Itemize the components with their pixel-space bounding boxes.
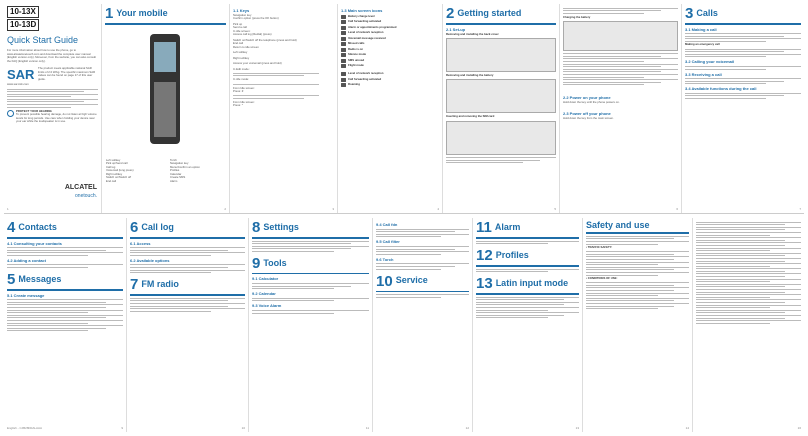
hearing-icon: [7, 110, 14, 117]
legend-right-0: Torch: [170, 158, 177, 162]
missed-call-icon: [341, 42, 346, 46]
battery-figure: [446, 79, 556, 113]
page-number: 13: [575, 426, 579, 431]
silence-icon: [341, 53, 346, 57]
subsection-title: 6.2 Available options: [130, 257, 170, 263]
subsection-title: 9.3 Voice Alarm: [252, 303, 282, 309]
key-item-2: Pick up: [233, 21, 243, 26]
icon-label: SMS unread: [348, 57, 365, 62]
subsection-title: 5.1 Create message: [7, 292, 45, 298]
getting-started-panel: [442, 4, 559, 213]
legend-left-4: Right softkey: [106, 171, 123, 176]
legend-right-3: Profiles: [170, 168, 180, 173]
figure-caption: Inserting and removing the SIM card: [446, 114, 495, 119]
page-number: 7: [799, 207, 801, 212]
roaming-icon: [341, 83, 346, 87]
call-log-panel: [126, 218, 248, 432]
power-on-text: Hold down the key until the phone powers on.: [563, 100, 620, 105]
key-item-9: Left softkey: [233, 50, 248, 55]
legend-left-2: Call log: [106, 164, 116, 169]
section-title: Contacts: [18, 221, 57, 232]
subsection-title: 2.3 Power off your phone: [563, 110, 611, 116]
key-item-15: Press: #: [233, 89, 244, 94]
charging-figure: [563, 21, 678, 51]
legend-left-5: Switch on/Switch off: [106, 175, 131, 180]
flight-mode-icon: [341, 64, 346, 68]
main-screen-icons-panel: [337, 4, 442, 213]
icon-label: Alarm or appointments programmed: [348, 24, 397, 29]
icon-label: Call forwarding activated: [348, 76, 382, 81]
key-item-14: From Idle screen:: [233, 85, 255, 90]
sar-description: The product meets applicable national SAR limits of 2.0 W/kg. The specific maximum SAR values can be found on page 17 of this user guide.: [38, 66, 96, 81]
section-number: 3: [685, 5, 694, 22]
subsection-title: 1.3 Main screen icons: [341, 8, 383, 13]
icon-label: Level of network reception: [348, 71, 384, 76]
subsection-title: 9.2 Calendar: [252, 291, 276, 297]
subsection-title: 4.2 Adding a contact: [7, 257, 46, 263]
subsection-title: 2.1 Set-up: [446, 26, 466, 32]
section-number: 11: [476, 219, 492, 236]
icon-label: Missed calls: [348, 41, 365, 46]
key-item-3: Send a call: [233, 25, 247, 30]
top-row: [4, 4, 804, 214]
figure-caption: Removing and installing the battery: [446, 72, 494, 77]
legend-left-3: Voicemail (long press): [106, 168, 134, 173]
section-number: 2: [446, 5, 455, 22]
alarm-icon: [341, 26, 346, 30]
subsection-title: 9.5 Call filter: [376, 239, 400, 245]
back-cover-figure: [446, 38, 556, 72]
subsection-title: 3.1 Making a call: [685, 26, 717, 32]
legend-right-4: Calendar: [170, 171, 182, 176]
section-title: Alarm: [494, 221, 521, 232]
call-forward-icon: [341, 20, 346, 24]
hearing-title: PROTECT YOUR HEARING: [16, 108, 52, 113]
traffic-safety-heading: • TRAFFIC SAFETY:: [586, 245, 613, 250]
alarm-panel: [472, 218, 582, 432]
page-number: 4: [437, 207, 439, 212]
key-item-0: Navigation key: [233, 13, 252, 17]
call-fdn-panel: [372, 218, 472, 432]
key-item-12: In Edit mode:: [233, 66, 250, 71]
safety-panel: [582, 218, 692, 432]
battery-icon: [341, 15, 346, 19]
section-number: 6: [130, 219, 139, 236]
model-label-2: 10-13D: [7, 19, 39, 31]
section-number: 8: [252, 219, 261, 236]
keys-panel: [229, 4, 337, 213]
section-title: Settings: [263, 221, 299, 232]
page-number: 11: [365, 426, 369, 431]
footer-code: English - CJB28D0ALAAA: [7, 426, 43, 431]
section-title: Profiles: [495, 249, 529, 260]
key-item-13: In idle mode:: [233, 77, 250, 82]
key-item-5: Access call log (Redial) (press): [233, 32, 272, 37]
signal-icon-2: [341, 72, 346, 76]
radio-icon: [341, 48, 346, 52]
subsection-title: 4.1 Consulting your contacts: [7, 240, 62, 246]
page-number: 6: [676, 207, 678, 212]
page-number: 2: [224, 207, 226, 212]
section-title: Getting started: [457, 7, 522, 18]
page-number: 16: [797, 426, 801, 431]
section-title: FM radio: [141, 279, 179, 290]
brand-sub: onetouch.: [75, 192, 97, 199]
key-item-17: Press: *: [233, 103, 243, 108]
emergency-title: Making an emergency call: [685, 42, 720, 47]
icon-label: Radio is on: [348, 46, 364, 51]
section-title: Call log: [141, 221, 174, 232]
power-off-text: Hold down the key from the main screen.: [563, 115, 614, 120]
icon-label: Level of network reception: [348, 30, 384, 35]
brand-name: ALCATEL: [64, 184, 97, 191]
page-number: 12: [465, 426, 469, 431]
section-title: Safety and use: [586, 220, 650, 230]
page-number: 5: [554, 207, 556, 212]
cover-panel: [4, 4, 101, 213]
key-item-8: Return to idle screen: [233, 44, 259, 49]
section-number: 5: [7, 271, 16, 289]
icon-label: Battery charge level: [348, 13, 375, 18]
legend-right-2: Menu/Confirm an option: [170, 164, 200, 169]
key-item-1: Confirm option (press the OK button): [233, 16, 279, 21]
page-number: 10: [241, 426, 245, 431]
key-item-10: Right softkey: [233, 55, 250, 60]
legend-left-6: End call: [106, 178, 116, 183]
page-number: 14: [685, 426, 689, 431]
page-number: 9: [121, 426, 123, 431]
signal-icon: [341, 31, 346, 35]
section-number: 13: [476, 275, 493, 293]
subsection-title: 3.4 Available functions during the call: [685, 86, 757, 92]
subsection-title: 9.1 Calculator: [252, 276, 279, 282]
section-number: 4: [7, 219, 16, 236]
icon-label: Flight mode: [348, 63, 364, 68]
section-title: Latin input mode: [495, 278, 569, 289]
model-label-1: 10-13X: [7, 6, 39, 18]
your-mobile-panel: [101, 4, 229, 213]
section-number: 9: [252, 254, 261, 272]
sar-url: www.sar-tick.com: [7, 82, 29, 87]
conditions-heading: • CONDITIONS OF USE:: [586, 276, 618, 281]
phone-illustration: [150, 34, 180, 144]
page-number: 3: [332, 207, 334, 212]
subsection-title: 3.2 Calling your voicemail: [685, 59, 735, 65]
section-number: 10: [376, 272, 393, 290]
legend-left-0: Left softkey: [106, 158, 121, 162]
section-title: Your mobile: [116, 7, 168, 18]
subsection-title: 9.4 Call fdn: [376, 222, 398, 227]
sms-icon: [341, 59, 346, 63]
legend-right-5: Create SMS: [170, 175, 186, 180]
settings-panel: [248, 218, 372, 432]
calls-panel: [681, 4, 804, 213]
subsection-title: 6.1 Access: [130, 240, 151, 246]
section-number: 12: [476, 247, 493, 265]
voicemail-icon: [341, 37, 346, 41]
section-title: Tools: [263, 257, 287, 268]
call-forward-icon-2: [341, 78, 346, 82]
legend-right-1: Navigation key: [170, 161, 189, 166]
subsection-title: 2.2 Power on your phone: [563, 95, 611, 101]
key-item-6: Switch on/Switch off the telephone (press and hold): [233, 37, 297, 42]
cover-title: Quick Start Guide: [7, 35, 79, 45]
cover-page-number: 1: [7, 207, 9, 212]
key-item-11: Access your voicemail (press and hold): [233, 61, 282, 66]
sim-card-figure: [446, 121, 556, 155]
legend-right-6: Alarm: [170, 178, 178, 183]
key-item-4: In idle screen:: [233, 28, 251, 33]
subsection-title: 9.6 Torch: [376, 256, 394, 262]
contacts-panel: [4, 218, 126, 432]
section-title: Calls: [696, 7, 718, 18]
sar-logo: SAR: [7, 67, 35, 83]
hearing-text: To prevent possible hearing damage, do not listen at high volume levels for long periods. Use care when holding your device near your ear while the loudspeaker is in use.: [16, 112, 97, 124]
subsection-title: 1.1 Keys: [233, 8, 250, 13]
legend-left-1: Pick up/Send call: [106, 161, 128, 166]
section-number: 7: [130, 276, 139, 294]
key-item-7: End call: [233, 41, 243, 46]
bottom-row: [4, 218, 804, 432]
icon-label: Call forwarding activated: [348, 19, 382, 24]
key-item-16: From Idle screen:: [233, 99, 255, 104]
charging-panel: [559, 4, 681, 213]
section-number: 1: [105, 5, 114, 22]
section-title: Service: [395, 275, 428, 286]
section-title: Messages: [18, 273, 62, 284]
figure-caption: Removing and installing the back cover: [446, 31, 499, 36]
icon-label: Voicemail message received: [348, 35, 386, 40]
cover-intro: For more information about how to use the phone, go to www.alcatelonetouch.com and download the complete user manual (English version only). Moreover, from the website, you can also consult the FAQ (English version only).: [7, 48, 96, 63]
icon-label: Silence mode: [348, 52, 367, 57]
safety-continued-panel: [692, 218, 804, 432]
icon-label: Roaming: [348, 82, 360, 87]
subsection-title: 3.3 Receiving a call: [685, 71, 722, 77]
charging-title: Charging the battery: [563, 14, 591, 19]
